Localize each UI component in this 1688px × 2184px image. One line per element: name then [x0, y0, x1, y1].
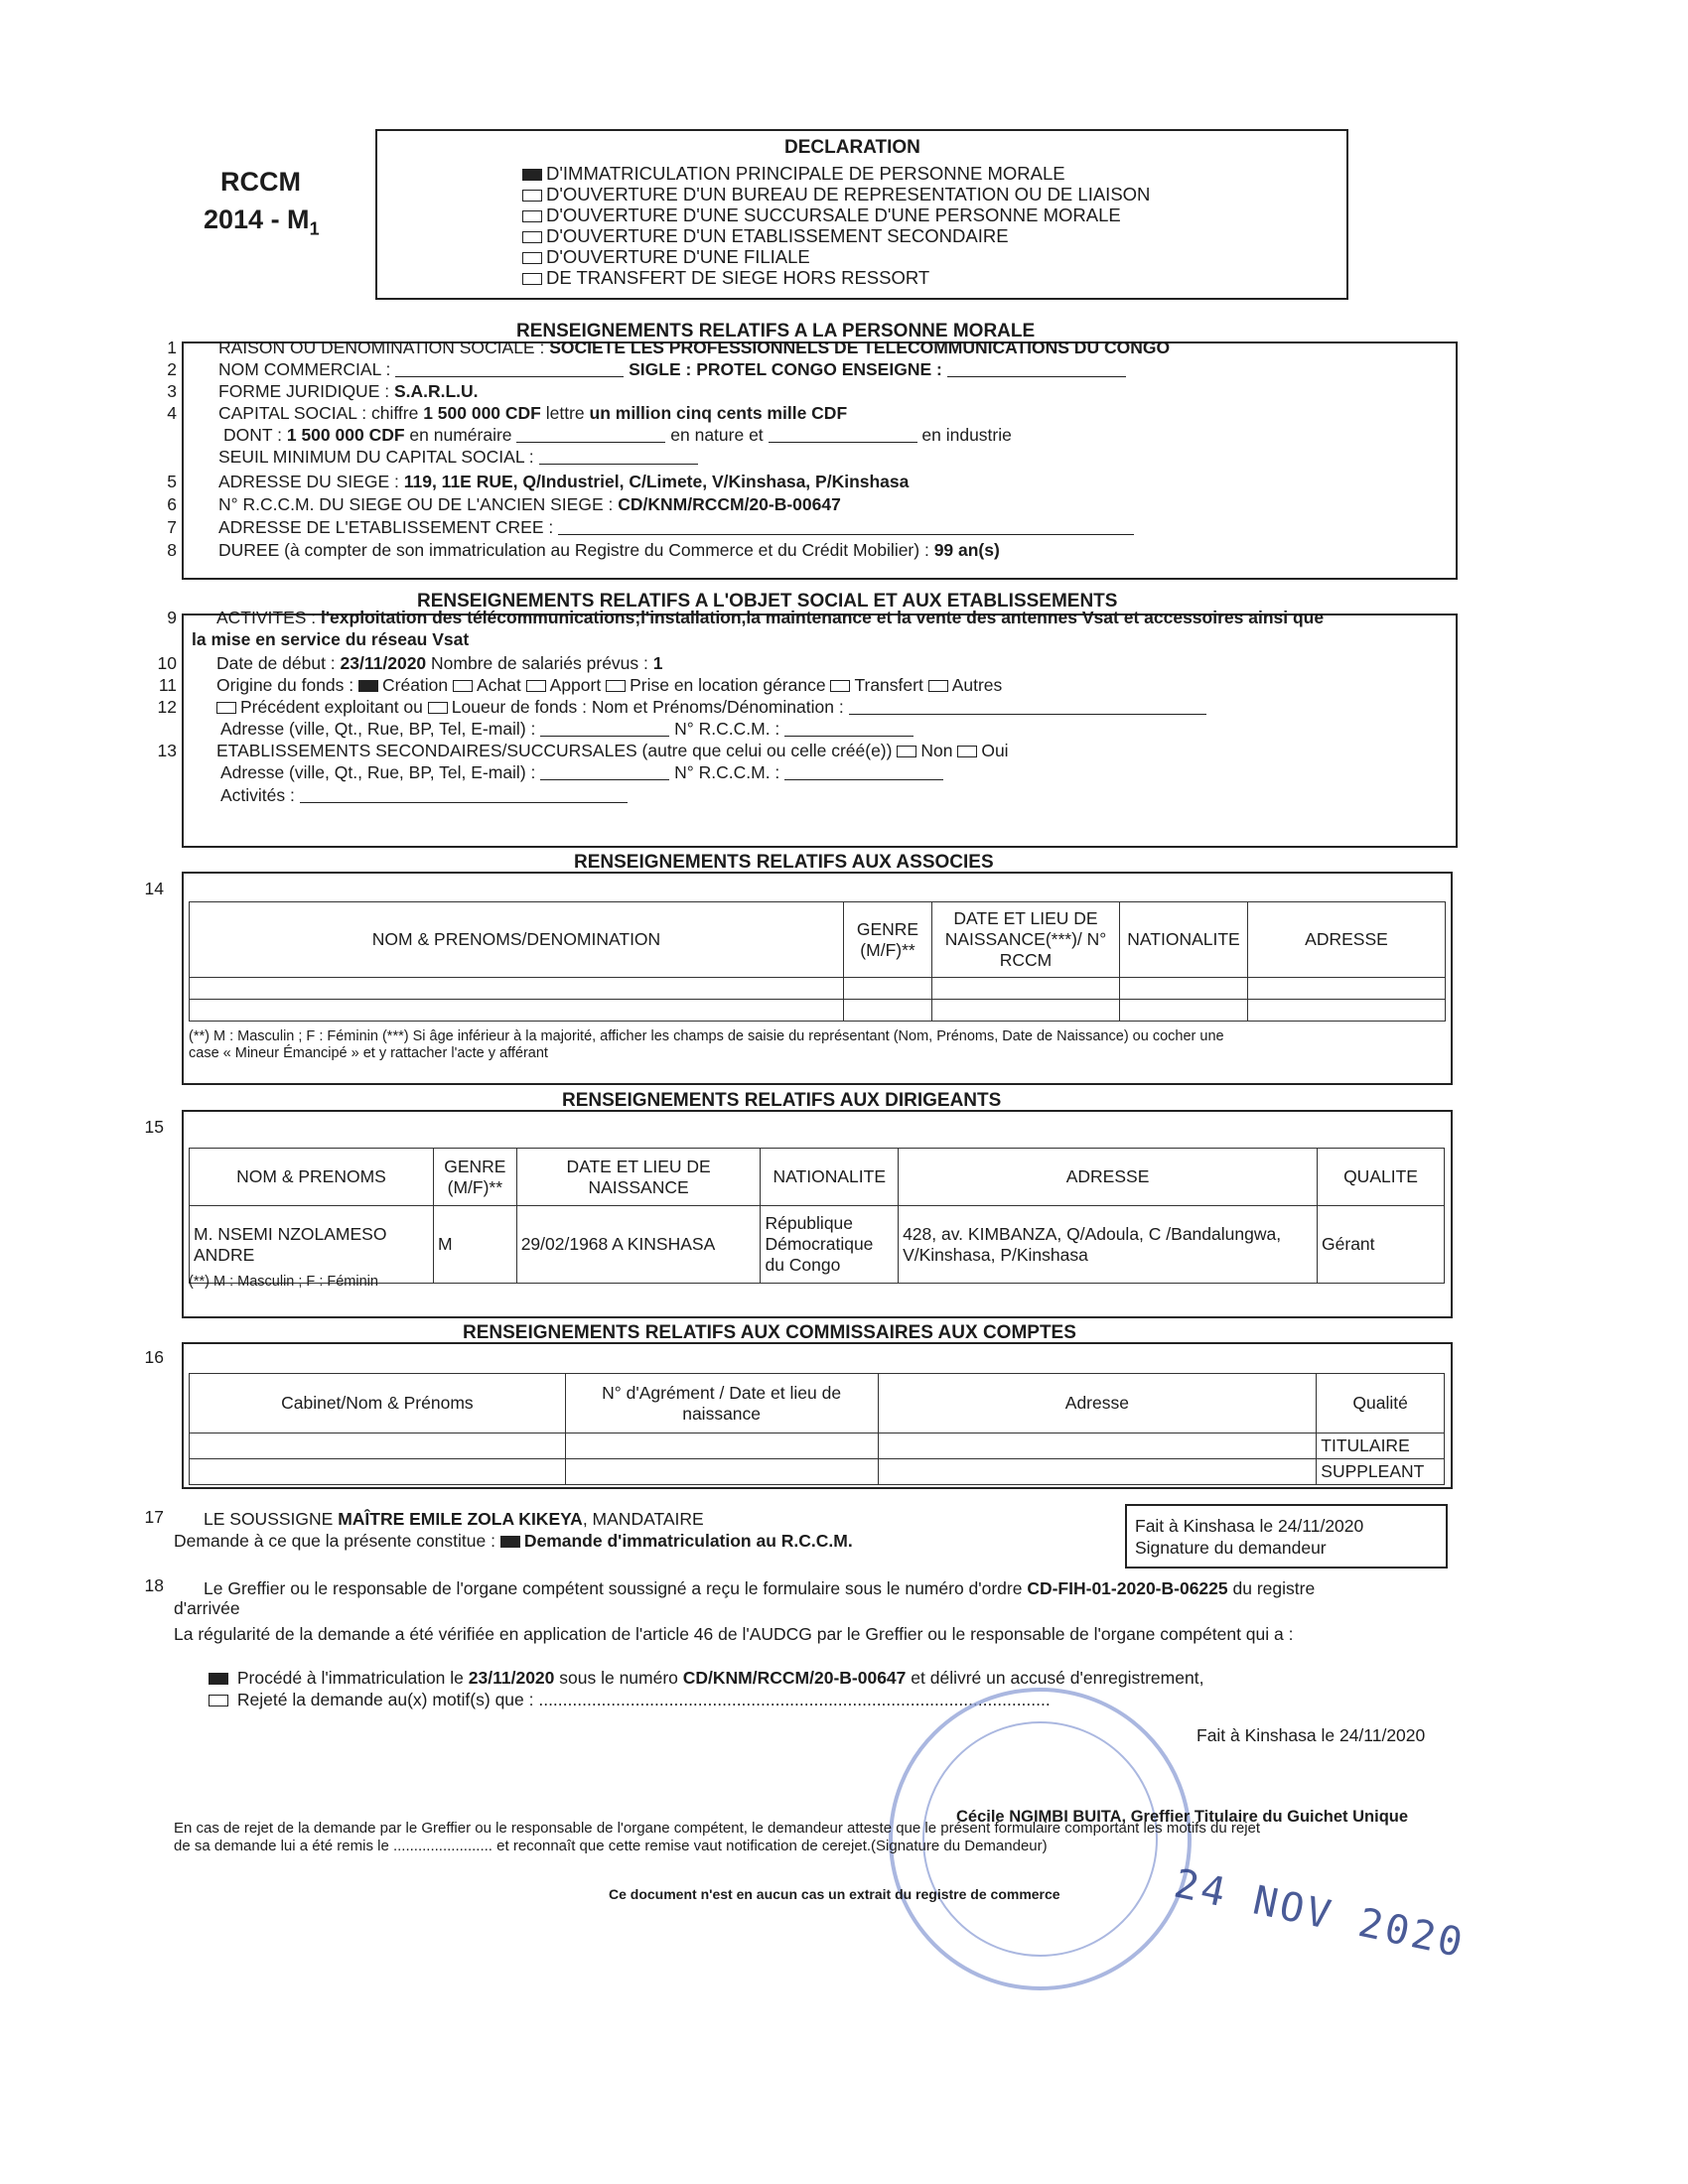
line-number: 11: [158, 675, 177, 695]
numeraire-value: 1 500 000 CDF: [286, 425, 405, 445]
table-cell[interactable]: [190, 1000, 844, 1022]
sigle-value: PROTEL CONGO: [696, 359, 837, 379]
forme-juridique-line: [218, 381, 479, 401]
field-label: SEUIL MINIMUM DU CAPITAL SOCIAL :: [218, 447, 539, 467]
field-label: lettre: [540, 403, 590, 423]
declaration-option-label: D'OUVERTURE D'UNE FILIALE: [546, 246, 810, 267]
field-label: Le Greffier ou le responsable de l'organe compétent soussigné a reçu le formulaire sous le numéro d'ordre: [204, 1578, 1028, 1598]
column-header: NATIONALITE: [1120, 902, 1248, 978]
signature-label: Signature du demandeur: [1135, 1538, 1327, 1558]
activites-value: l'exploitation des télécommunications;l'installation,la maintenance et la vente des antennes Vsat et accessoires ainsi que: [321, 608, 1325, 627]
option-label: Achat: [477, 675, 521, 695]
column-header: DATE ET LIEU DE NAISSANCE(***)/ N° RCCM: [932, 902, 1120, 978]
checkbox-icon[interactable]: [216, 702, 236, 714]
line-number: 12: [157, 697, 177, 717]
field-label: N° R.C.C.M. :: [669, 719, 785, 739]
blank-field[interactable]: [558, 520, 1134, 535]
declaration-option-label: D'OUVERTURE D'UN BUREAU DE REPRESENTATION OU DE LIAISON: [546, 184, 1151, 205]
field-label: en numéraire: [404, 425, 517, 445]
precedent-adresse-line: [220, 719, 914, 739]
declaration-option[interactable]: [522, 246, 1150, 267]
form-version-main: 2014 - M: [204, 205, 310, 234]
line-number: 7: [167, 517, 177, 537]
column-header: NATIONALITE: [761, 1149, 899, 1206]
table-row: [190, 1433, 1445, 1459]
field-label: DONT :: [223, 425, 287, 445]
line-number: 5: [167, 472, 177, 491]
column-header: ADRESSE: [1248, 902, 1446, 978]
blank-field[interactable]: [784, 722, 914, 737]
field-label: N° R.C.C.M. DU SIEGE OU DE L'ANCIEN SIEGE :: [218, 494, 619, 514]
dirigeant-nationalite: République Démocratique du Congo: [761, 1206, 899, 1284]
field-label: DUREE (à compter de son immatriculation au Registre du Commerce et du Crédit Mobilier) :: [218, 540, 934, 560]
salaries-value: 1: [652, 653, 663, 673]
line-number: 2: [167, 359, 177, 379]
line-number: 10: [157, 653, 177, 673]
field-label: ACTIVITES :: [216, 608, 322, 627]
blank-field[interactable]: [769, 428, 917, 443]
form-version: [204, 205, 320, 239]
line-number: 1: [167, 338, 177, 357]
arrivee-line: d'arrivée: [174, 1598, 240, 1618]
line-number: 18: [144, 1575, 164, 1595]
dirigeants-table: [189, 1148, 1445, 1284]
line-number: 4: [167, 403, 177, 423]
field-label: ETABLISSEMENTS SECONDAIRES/SUCCURSALES (autre que celui ou celle créé(e)): [216, 741, 893, 760]
column-header: Cabinet/Nom & Prénoms: [190, 1374, 566, 1433]
line-number: 16: [144, 1347, 164, 1367]
checkbox-icon[interactable]: [522, 252, 542, 264]
etablissements-secondaires-line: [216, 741, 1009, 760]
checkbox-icon[interactable]: [830, 680, 850, 692]
commissaires-table: [189, 1373, 1445, 1485]
adresse-etablissement-line: [218, 517, 1134, 537]
option-label: Création: [382, 675, 449, 695]
demande-line: [174, 1531, 853, 1551]
dirigeant-naissance: 29/02/1968 A KINSHASA: [516, 1206, 761, 1284]
adresse-siege-value: 119, 11E RUE, Q/Industriel, C/Limete, V/Kinshasa, P/Kinshasa: [403, 472, 910, 491]
section-title-personne-morale: RENSEIGNEMENTS RELATIFS A LA PERSONNE MORALE: [516, 321, 1036, 341]
declaration-option[interactable]: [522, 163, 1150, 184]
field-label: ENSEIGNE :: [836, 359, 947, 379]
form-version-sub: 1: [309, 218, 320, 239]
section-title-associes: RENSEIGNEMENTS RELATIFS AUX ASSOCIES: [574, 852, 994, 873]
column-header: NOM & PRENOMS/DENOMINATION: [190, 902, 844, 978]
table-cell[interactable]: [844, 1000, 932, 1022]
field-label: Nombre de salariés prévus :: [426, 653, 653, 673]
fait-a-line-2: Fait à Kinshasa le 24/11/2020: [1196, 1725, 1426, 1745]
declaration-option-label: DE TRANSFERT DE SIEGE HORS RESSORT: [546, 267, 930, 288]
table-cell[interactable]: [878, 1433, 1317, 1459]
table-cell[interactable]: [932, 1000, 1120, 1022]
dirigeant-genre: M: [433, 1206, 516, 1284]
field-label: Adresse (ville, Qt., Rue, BP, Tel, E-mail) :: [220, 762, 541, 782]
table-cell[interactable]: [878, 1459, 1317, 1485]
immatriculation-number: CD/KNM/RCCM/20-B-00647: [682, 1668, 907, 1688]
option-label: Oui: [981, 741, 1009, 760]
duree-value: 99 an(s): [933, 540, 1000, 560]
procede-line: [209, 1668, 1203, 1688]
field-label: ADRESSE DU SIEGE :: [218, 472, 404, 491]
extrait-note: Ce document n'est en aucun cas un extrait du registre de commerce: [609, 1886, 1060, 1902]
blank-field[interactable]: [784, 765, 943, 780]
field-label: Activités :: [220, 785, 300, 805]
rejet-note-2: de sa demande lui a été remis le ........................ et reconnaît que cette remise vaut notification de cerejet.(Signature du Demandeur): [174, 1838, 1048, 1854]
greffier-line: [204, 1578, 1315, 1598]
associes-note-2: case « Mineur Émancipé » et y rattacher l'acte y afférant: [189, 1045, 548, 1061]
field-label: en industrie: [916, 425, 1012, 445]
line-number: 3: [167, 381, 177, 401]
checkbox-icon[interactable]: [522, 190, 542, 202]
field-label: RAISON OU DENOMINATION SOCIALE :: [218, 338, 550, 357]
checkbox-icon[interactable]: [606, 680, 626, 692]
table-cell[interactable]: [190, 1433, 566, 1459]
dirigeant-qualite: Gérant: [1318, 1206, 1445, 1284]
table-cell[interactable]: [565, 1459, 878, 1485]
capital-letters-value: un million cinq cents mille CDF: [589, 403, 848, 423]
origine-fonds-line: [216, 675, 1002, 695]
field-label: ADRESSE DE L'ETABLISSEMENT CREE :: [218, 517, 559, 537]
table-row: [190, 1206, 1445, 1284]
table-cell[interactable]: [565, 1433, 878, 1459]
rejet-note-1: En cas de rejet de la demande par le Greffier ou le responsable de l'organe compétent, le demandeur atteste que le présent formulaire comportant les motifs du rejet: [174, 1820, 1261, 1837]
regularite-line: La régularité de la demande a été vérifiée en application de l'article 46 de l'AUDCG par le Greffier ou le responsable de l'organe compétent qui a :: [174, 1624, 1294, 1644]
dirigeant-adresse: 428, av. KIMBANZA, Q/Adoula, C /Bandalungwa, V/Kinshasa, P/Kinshasa: [899, 1206, 1318, 1284]
field-label: FORME JURIDIQUE :: [218, 381, 394, 401]
associes-note-1: (**) M : Masculin ; F : Féminin (***) Si âge inférieur à la majorité, afficher les champs de saisie du représentant (Nom, Prénoms, Date de Naissance) ou cocher une: [189, 1028, 1224, 1044]
declaration-option-label: D'OUVERTURE D'UNE SUCCURSALE D'UNE PERSONNE MORALE: [546, 205, 1121, 225]
dirigeant-nom: M. NSEMI NZOLAMESO ANDRE: [190, 1206, 434, 1284]
field-label: CAPITAL SOCIAL : chiffre: [218, 403, 424, 423]
declaration-option[interactable]: [522, 225, 1150, 246]
field-label: SIGLE :: [624, 359, 697, 379]
section-title-dirigeants: RENSEIGNEMENTS RELATIFS AUX DIRIGEANTS: [562, 1090, 1002, 1111]
field-label: Date de début :: [216, 653, 341, 673]
mandataire-name: MAÎTRE EMILE ZOLA KIKEYA: [338, 1509, 583, 1529]
column-header: Adresse: [878, 1374, 1317, 1433]
line-number: 15: [144, 1117, 164, 1137]
forme-juridique-value: S.A.R.L.U.: [393, 381, 479, 401]
field-label: Rejeté la demande au(x) motif(s) que : ..........................................................................................................: [236, 1690, 1051, 1709]
field-label: Loueur de fonds : Nom et Prénoms/Dénomination :: [451, 697, 849, 717]
table-cell[interactable]: [932, 978, 1120, 1000]
table-row: [190, 1459, 1445, 1485]
checkbox-icon[interactable]: [897, 746, 916, 757]
declaration-title: DECLARATION: [784, 137, 920, 158]
field-label: Adresse (ville, Qt., Rue, BP, Tel, E-mail) :: [220, 719, 541, 739]
table-row: [190, 1000, 1446, 1022]
date-debut-value: 23/11/2020: [340, 653, 427, 673]
checkbox-checked-icon[interactable]: [209, 1673, 228, 1685]
checkbox-icon[interactable]: [209, 1695, 228, 1706]
qualite-titulaire: TITULAIRE: [1317, 1433, 1445, 1459]
column-header: DATE ET LIEU DE NAISSANCE: [516, 1149, 761, 1206]
checkbox-icon[interactable]: [957, 746, 977, 757]
checkbox-icon[interactable]: [928, 680, 948, 692]
secondaire-activites-line: [220, 785, 628, 805]
checkbox-icon[interactable]: [526, 680, 546, 692]
table-cell[interactable]: [190, 978, 844, 1000]
fait-a-line: Fait à Kinshasa le 24/11/2020: [1135, 1516, 1364, 1536]
adresse-siege-line: [218, 472, 909, 491]
checkbox-checked-icon[interactable]: [522, 169, 542, 181]
line-number: 9: [167, 608, 177, 627]
associes-table: [189, 901, 1446, 1022]
field-label: Procédé à l'immatriculation le: [236, 1668, 469, 1688]
line-number: 13: [157, 741, 177, 760]
activites-line: [216, 608, 1324, 627]
blank-field[interactable]: [300, 788, 628, 803]
demande-value: Demande d'immatriculation au R.C.C.M.: [523, 1531, 853, 1551]
line-number: 6: [167, 494, 177, 514]
signature-box: [1125, 1504, 1448, 1569]
field-label: Demande à ce que la présente constitue :: [174, 1531, 500, 1551]
blank-field[interactable]: [540, 765, 669, 780]
table-cell[interactable]: [1120, 1000, 1248, 1022]
secondaire-adresse-line: [220, 762, 943, 782]
column-header: NOM & PRENOMS: [190, 1149, 434, 1206]
table-cell[interactable]: [190, 1459, 566, 1485]
field-label: et délivré un accusé d'enregistrement,: [906, 1668, 1204, 1688]
declaration-option[interactable]: [522, 267, 1150, 288]
blank-field[interactable]: [947, 362, 1126, 377]
blank-field[interactable]: [539, 450, 698, 465]
capital-dont-line: [223, 425, 1012, 445]
blank-field[interactable]: [395, 362, 624, 377]
line-number: 8: [167, 540, 177, 560]
field-label: du registre: [1227, 1578, 1316, 1598]
blank-field[interactable]: [540, 722, 669, 737]
nom-commercial-line: [218, 359, 1126, 379]
greffier-signature: Cécile NGIMBI BUITA, Greffier Titulaire du Guichet Unique: [956, 1808, 1409, 1826]
column-header: ADRESSE: [899, 1149, 1318, 1206]
table-cell[interactable]: [1248, 1000, 1446, 1022]
capital-value: 1 500 000 CDF: [423, 403, 541, 423]
qualite-suppleant: SUPPLEANT: [1317, 1459, 1445, 1485]
table-cell[interactable]: [1120, 978, 1248, 1000]
raison-sociale-value: SOCIETE LES PROFESSIONNELS DE TELECOMMUNICATIONS DU CONGO: [549, 338, 1171, 357]
dirigeants-note: (**) M : Masculin ; F : Féminin: [189, 1274, 378, 1290]
section-title-objet-social: RENSEIGNEMENTS RELATIFS A L'OBJET SOCIAL ET AUX ETABLISSEMENTS: [417, 591, 1118, 612]
section-title-commissaires: RENSEIGNEMENTS RELATIFS AUX COMMISSAIRES AUX COMPTES: [463, 1322, 1076, 1343]
field-label: NOM COMMERCIAL :: [218, 359, 396, 379]
field-label: sous le numéro: [554, 1668, 683, 1688]
option-label: Apport: [549, 675, 602, 695]
declaration-option[interactable]: [522, 205, 1150, 225]
option-label: Prise en location gérance: [630, 675, 826, 695]
field-label: Origine du fonds :: [216, 675, 358, 695]
duree-line: [218, 540, 1000, 560]
rejete-line: [209, 1690, 1051, 1709]
ordre-number: CD-FIH-01-2020-B-06225: [1027, 1578, 1228, 1598]
column-header: N° d'Agrément / Date et lieu de naissance: [565, 1374, 878, 1433]
field-label: LE SOUSSIGNE: [204, 1509, 339, 1529]
seuil-capital-line: [218, 447, 698, 467]
checkbox-icon[interactable]: [522, 210, 542, 222]
checkbox-icon[interactable]: [522, 273, 542, 285]
immatriculation-date: 23/11/2020: [468, 1668, 555, 1688]
field-label: en nature et: [665, 425, 769, 445]
precedent-exploitant-line: [216, 697, 1206, 717]
blank-field[interactable]: [849, 700, 1206, 715]
column-header: Qualité: [1317, 1374, 1445, 1433]
rccm-siege-line: [218, 494, 841, 514]
declaration-option[interactable]: [522, 184, 1150, 205]
form-code: RCCM: [220, 167, 301, 197]
option-label: Précédent exploitant ou: [240, 697, 423, 717]
column-header: QUALITE: [1318, 1149, 1445, 1206]
field-label: , MANDATAIRE: [582, 1509, 704, 1529]
table-cell[interactable]: [1248, 978, 1446, 1000]
checkbox-icon[interactable]: [428, 702, 448, 714]
checkbox-checked-icon[interactable]: [500, 1536, 520, 1548]
table-cell[interactable]: [844, 978, 932, 1000]
activites-value-cont: la mise en service du réseau Vsat: [192, 629, 470, 649]
line-number: 17: [144, 1507, 164, 1527]
column-header: GENRE (M/F)**: [433, 1149, 516, 1206]
capital-social-line: [218, 403, 847, 423]
column-header: GENRE (M/F)**: [844, 902, 932, 978]
soussigne-line: [204, 1509, 704, 1529]
option-label: Transfert: [854, 675, 923, 695]
date-stamp: 24 NOV 2020: [1170, 1860, 1470, 1968]
option-label: Autres: [951, 675, 1003, 695]
date-debut-line: [216, 653, 662, 673]
blank-field[interactable]: [516, 428, 665, 443]
checkbox-icon[interactable]: [522, 231, 542, 243]
declaration-options: [522, 163, 1150, 288]
declaration-option-label: D'OUVERTURE D'UN ETABLISSEMENT SECONDAIRE: [546, 225, 1009, 246]
option-label: Non: [920, 741, 953, 760]
declaration-option-label: D'IMMATRICULATION PRINCIPALE DE PERSONNE MORALE: [546, 163, 1065, 184]
line-number: 14: [144, 879, 164, 898]
table-row: [190, 978, 1446, 1000]
rccm-siege-value: CD/KNM/RCCM/20-B-00647: [618, 494, 841, 514]
checkbox-checked-icon[interactable]: [358, 680, 378, 692]
field-label: N° R.C.C.M. :: [669, 762, 785, 782]
checkbox-icon[interactable]: [453, 680, 473, 692]
raison-sociale-line: [218, 338, 1170, 357]
